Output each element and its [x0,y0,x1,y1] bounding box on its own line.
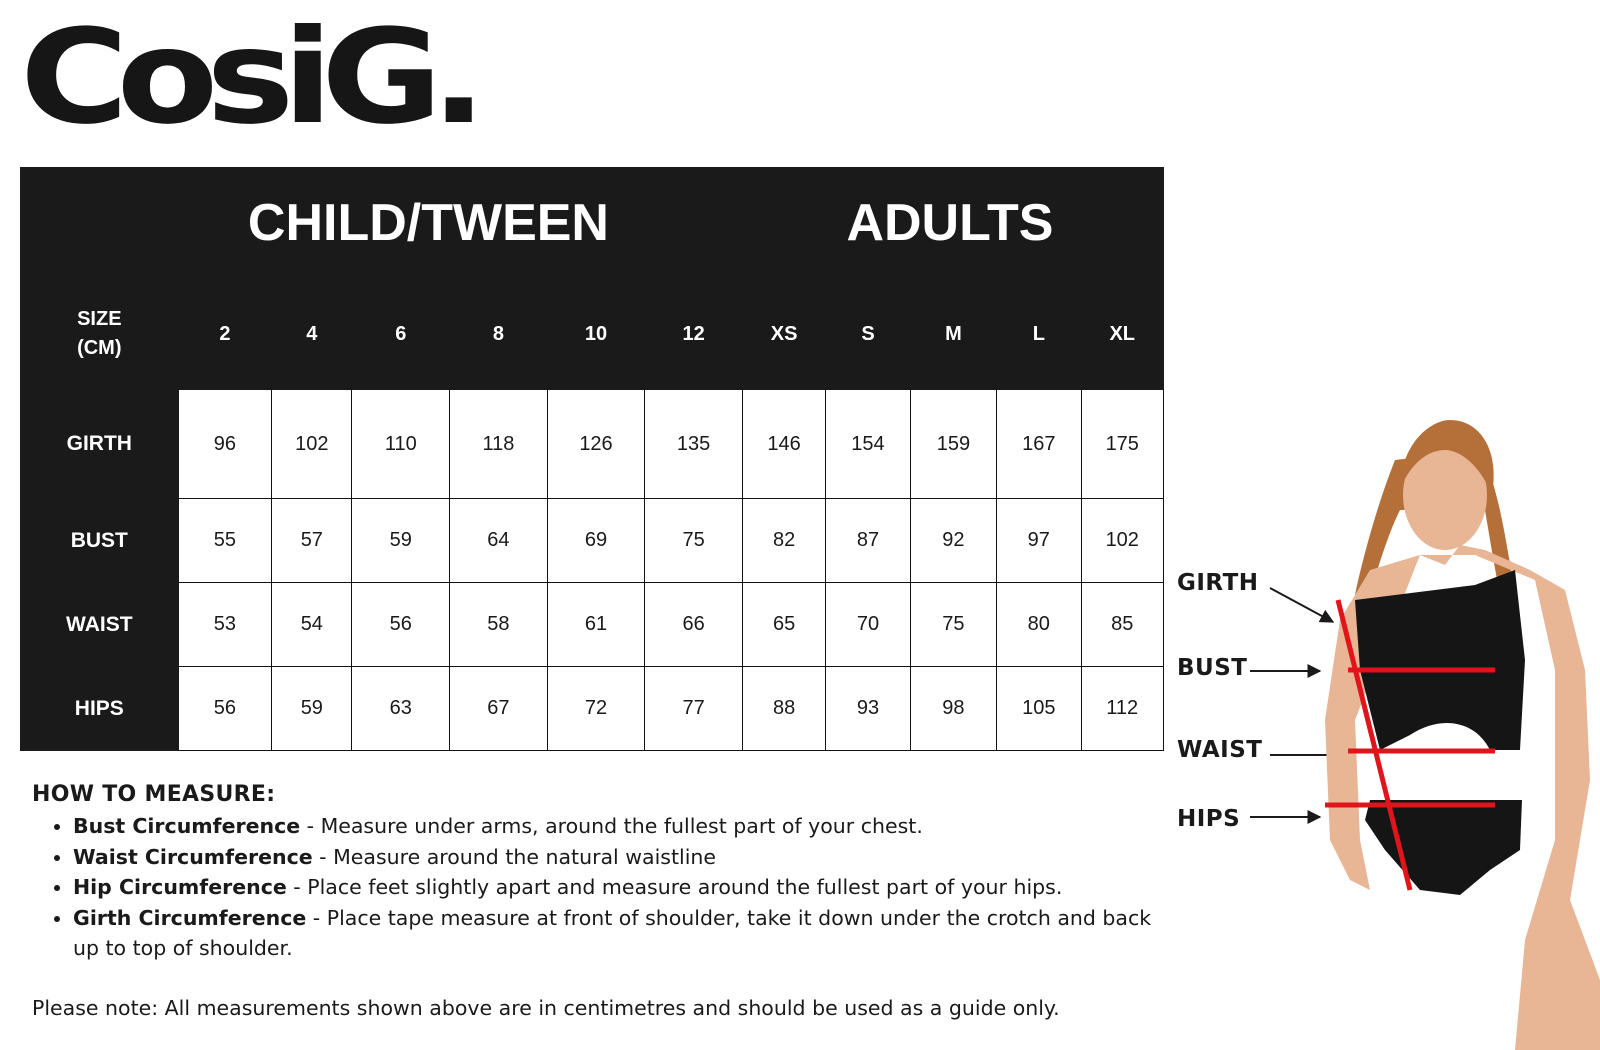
table-cell: 102 [272,390,352,499]
table-cell: 159 [910,390,996,499]
list-item [73,811,1172,842]
table-cell: 59 [272,667,352,751]
diagram-label-bust: BUST [1177,655,1248,681]
row-label: GIRTH [21,390,179,499]
diagram-label-girth: GIRTH [1177,570,1259,596]
group-header-row [21,168,1164,279]
table-cell: 97 [997,499,1081,583]
size-unit-line: (CM) [77,337,122,359]
table-cell: 56 [178,667,272,751]
group-label: CHILD/TWEEN [247,194,609,252]
table-cell: 167 [997,390,1081,499]
list-item [73,842,1172,873]
diagram-label-waist: WAIST [1177,737,1263,763]
size-chart-table [20,167,1164,751]
size-header-cell: 12 [645,279,743,390]
group-child-tween [21,168,743,279]
table-cell: 57 [272,499,352,583]
brand-logo: CosiG. [20,1,475,153]
group-adults [742,168,1163,279]
size-unit-label [21,279,179,390]
row-label: HIPS [21,667,179,751]
size-header-cell: 2 [178,279,272,390]
table-cell: 77 [645,667,743,751]
table-cell: 92 [910,499,996,583]
table-cell: 154 [826,390,910,499]
size-header-cell: XS [742,279,825,390]
table-cell: 61 [547,583,645,667]
table-cell: 102 [1081,499,1164,583]
measure-term: Waist Circumference [73,844,313,869]
row-label: BUST [21,499,179,583]
table-cell: 105 [997,667,1081,751]
table-cell: 58 [450,583,548,667]
swimsuit-top [1355,570,1525,750]
measure-desc: - Place tape measure at front of shoulder, take it down under the crotch and back up to top of shoulder. [73,905,1152,960]
table-cell: 85 [1081,583,1164,667]
diagram-label-hips: HIPS [1177,806,1241,832]
table-cell: 175 [1081,390,1164,499]
size-header-cell: 6 [352,279,450,390]
how-to-measure-title: HOW TO MEASURE: [32,782,276,807]
table-cell: 75 [910,583,996,667]
swimsuit-bottom [1365,800,1522,895]
table-cell: 135 [645,390,743,499]
table-cell: 59 [352,499,450,583]
size-header-cell: 4 [272,279,352,390]
table-cell: 110 [352,390,450,499]
model-figure [1300,420,1600,1050]
size-header-cell: XL [1081,279,1164,390]
size-header-row [21,279,1164,390]
size-label-line: SIZE [77,308,122,330]
table-cell: 88 [742,667,825,751]
size-header-cell: 10 [547,279,645,390]
table-cell: 69 [547,499,645,583]
table-cell: 82 [742,499,825,583]
disclaimer-note: Please note: All measurements shown above are in centimetres and should be used as a guide only. [32,996,1060,1020]
table-cell: 112 [1081,667,1164,751]
table-cell: 65 [742,583,825,667]
measure-instructions-list [32,811,1172,964]
table-cell: 72 [547,667,645,751]
measure-desc: - Measure around the natural waistline [312,844,717,869]
table-cell: 126 [547,390,645,499]
size-header-cell: L [997,279,1081,390]
table-row-waist [21,583,1164,667]
table-cell: 98 [910,667,996,751]
row-label: WAIST [21,583,179,667]
table-row-bust [21,499,1164,583]
table-cell: 118 [450,390,548,499]
list-item [73,872,1172,903]
table-cell: 54 [272,583,352,667]
size-header-cell: M [910,279,996,390]
size-header-cell: S [826,279,910,390]
table-row-hips [21,667,1164,751]
table-cell: 87 [826,499,910,583]
table-cell: 146 [742,390,825,499]
table-cell: 75 [645,499,743,583]
table-cell: 53 [178,583,272,667]
table-cell: 55 [178,499,272,583]
table-cell: 93 [826,667,910,751]
table-cell: 67 [450,667,548,751]
measure-desc: - Place feet slightly apart and measure around the fullest part of your hips. [286,875,1063,899]
measure-desc: - Measure under arms, around the fullest part of your chest. [300,814,923,838]
measure-term: Girth Circumference [73,905,307,930]
size-header-cell: 8 [450,279,548,390]
table-cell: 96 [178,390,272,499]
measure-term: Bust Circumference [73,814,301,838]
table-cell: 63 [352,667,450,751]
table-cell: 70 [826,583,910,667]
table-cell: 66 [645,583,743,667]
table-cell: 64 [450,499,548,583]
group-label: ADULTS [846,194,1054,252]
list-item [73,903,1172,964]
how-to-measure-section [32,782,1172,964]
measurement-diagram [1170,420,1600,1050]
table-row-girth [21,390,1164,499]
measure-term: Hip Circumference [73,875,287,899]
table-cell: 56 [352,583,450,667]
table-cell: 80 [997,583,1081,667]
